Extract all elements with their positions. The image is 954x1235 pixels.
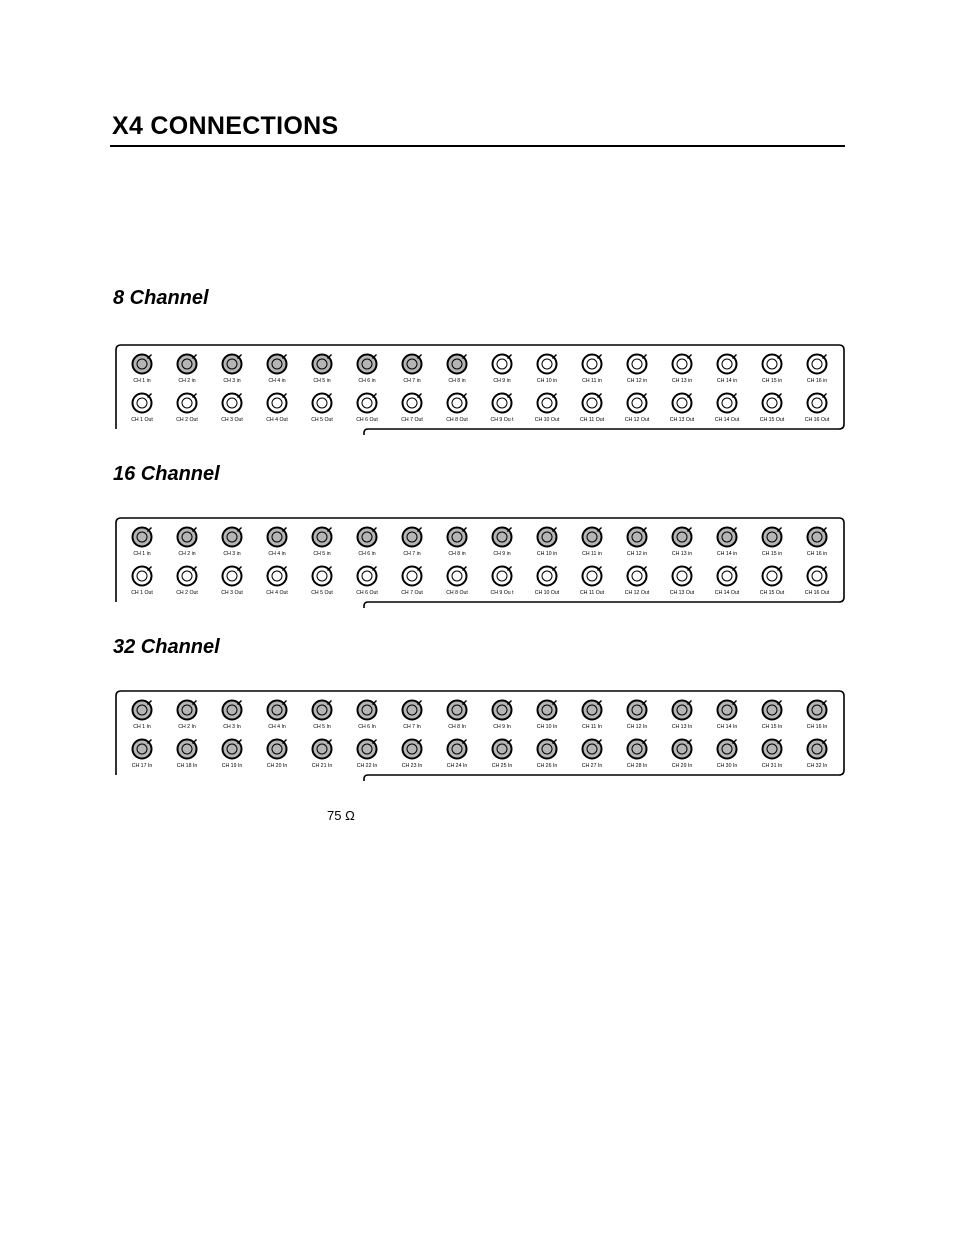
bnc-connector-icon — [761, 565, 783, 587]
connector-label: CH 16 in — [806, 551, 828, 557]
connector-label: CH 25 In — [491, 763, 513, 769]
bnc-connector-icon — [221, 699, 243, 721]
connector-label: CH 16 Out — [804, 590, 830, 596]
bnc-connector-icon — [131, 699, 153, 721]
bnc-connector-icon — [176, 738, 198, 760]
connector-label: CH 16 in — [806, 378, 828, 384]
connector-label: CH 32 In — [806, 763, 828, 769]
bnc-connector-icon — [131, 353, 153, 375]
connector-label: CH 11 in — [582, 378, 602, 384]
connector-label: CH 30 In — [716, 763, 738, 769]
connector-label: CH 28 In — [626, 763, 648, 769]
connector-label: CH 15 in — [761, 551, 783, 557]
connector-label: CH 12 In — [626, 724, 648, 730]
bnc-connector-icon — [401, 565, 423, 587]
bnc-connector-icon — [536, 392, 558, 414]
connector-label: CH 3 Out — [221, 590, 243, 596]
bnc-connector-icon — [716, 526, 738, 548]
bnc-connector-icon — [311, 565, 333, 587]
bnc-connector-icon — [446, 738, 468, 760]
bnc-connector-icon — [176, 565, 198, 587]
connector-label: CH 8 Out — [446, 417, 468, 423]
connector-label: CH 6 Out — [356, 590, 378, 596]
bnc-connector-icon — [536, 738, 558, 760]
bnc-connector-icon — [671, 565, 693, 587]
bnc-connector-icon — [581, 526, 603, 548]
connector-label: CH 6 Out — [356, 417, 378, 423]
connector-label: CH 2 Out — [176, 417, 198, 423]
connector-label: CH 18 In — [176, 763, 198, 769]
bnc-connector-icon — [311, 526, 333, 548]
heading-32-channel: 32 Channel — [113, 636, 220, 658]
connector-label: CH 3 Out — [221, 417, 243, 423]
bnc-connector-icon — [446, 699, 468, 721]
connector-label: CH 1 Out — [131, 417, 153, 423]
bnc-connector-icon — [401, 526, 423, 548]
connector-label: CH 11 Out — [579, 590, 605, 596]
panel-8-channel — [115, 344, 843, 430]
connector-label: CH 15 in — [761, 378, 783, 384]
connector-label: CH 8 in — [448, 551, 466, 557]
bnc-connector-icon — [311, 699, 333, 721]
bnc-connector-icon — [176, 353, 198, 375]
heading-8-channel: 8 Channel — [113, 287, 209, 309]
connector-label: CH 1 Out — [131, 590, 153, 596]
bnc-connector-icon — [581, 565, 603, 587]
bnc-connector-icon — [221, 353, 243, 375]
connector-label: CH 2 in — [178, 378, 196, 384]
connector-label: CH 2 Out — [176, 590, 198, 596]
connector-label: CH 4 in — [268, 378, 286, 384]
connector-label: CH 5 in — [313, 551, 331, 557]
connector-label: CH 29 In — [671, 763, 693, 769]
bnc-connector-icon — [806, 353, 828, 375]
bnc-connector-icon — [176, 526, 198, 548]
connector-label: CH 23 In — [401, 763, 423, 769]
connector-label: CH 10 Out — [534, 417, 560, 423]
bnc-connector-icon — [626, 353, 648, 375]
panel-16-channel — [115, 517, 843, 603]
bnc-connector-icon — [626, 738, 648, 760]
connector-label: CH 3 In — [223, 724, 241, 730]
bnc-connector-icon — [356, 738, 378, 760]
title-rule — [110, 145, 845, 147]
bnc-connector-icon — [266, 565, 288, 587]
connector-label: CH 12 in — [626, 551, 648, 557]
connector-label: CH 3 in — [223, 378, 241, 384]
connector-label: CH 11 in — [582, 551, 602, 557]
bnc-connector-icon — [806, 565, 828, 587]
bnc-connector-icon — [806, 738, 828, 760]
connector-label: CH 9 in — [493, 378, 511, 384]
bnc-connector-icon — [356, 392, 378, 414]
connector-label: CH 1 in — [133, 551, 151, 557]
connector-label: CH 13 Out — [669, 417, 695, 423]
bnc-connector-icon — [536, 565, 558, 587]
connector-label: CH 1 In — [133, 724, 151, 730]
connector-label: CH 13 in — [671, 551, 693, 557]
bnc-connector-icon — [131, 565, 153, 587]
connector-label: CH 13 In — [671, 724, 693, 730]
connector-label: CH 9 In — [493, 724, 511, 730]
connector-label: CH 10 in — [536, 378, 558, 384]
bnc-connector-icon — [671, 526, 693, 548]
bnc-connector-icon — [176, 699, 198, 721]
bnc-connector-icon — [671, 738, 693, 760]
bnc-connector-icon — [536, 699, 558, 721]
bnc-connector-icon — [491, 565, 513, 587]
connector-label: CH 20 In — [266, 763, 288, 769]
bnc-connector-icon — [716, 392, 738, 414]
bnc-connector-icon — [401, 392, 423, 414]
connector-label: CH 13 Out — [669, 590, 695, 596]
connector-label: CH 10 In — [536, 724, 558, 730]
connector-label: CH 6 in — [358, 378, 376, 384]
bnc-connector-icon — [626, 699, 648, 721]
connector-label: CH 8 in — [448, 378, 466, 384]
bnc-connector-icon — [491, 699, 513, 721]
connector-label: CH 5 Out — [311, 417, 333, 423]
connector-label: CH 8 Out — [446, 590, 468, 596]
impedance-note: 75 Ω — [327, 808, 355, 823]
bnc-connector-icon — [356, 565, 378, 587]
connector-label: CH 24 In — [446, 763, 468, 769]
bnc-connector-icon — [356, 353, 378, 375]
connector-label: CH 2 in — [178, 551, 196, 557]
connector-label: CH 5 In — [313, 724, 331, 730]
connector-label: CH 7 Out — [401, 590, 423, 596]
page-title: X4 CONNECTIONS — [112, 112, 339, 140]
connector-label: CH 4 In — [268, 724, 286, 730]
connector-label: CH 2 In — [178, 724, 196, 730]
bnc-connector-icon — [671, 353, 693, 375]
bnc-connector-icon — [671, 699, 693, 721]
connector-label: CH 16 In — [806, 724, 828, 730]
bnc-connector-icon — [716, 738, 738, 760]
connector-label: CH 7 in — [403, 551, 421, 557]
connector-label: CH 9 in — [493, 551, 511, 557]
connector-label: CH 3 in — [223, 551, 241, 557]
connector-label: CH 14 In — [716, 724, 738, 730]
connector-label: CH 5 in — [313, 378, 331, 384]
bnc-connector-icon — [311, 392, 333, 414]
bnc-connector-icon — [806, 699, 828, 721]
connector-label: CH 9 Ou t — [490, 417, 514, 423]
connector-label: CH 13 in — [671, 378, 693, 384]
bnc-connector-icon — [491, 353, 513, 375]
bnc-connector-icon — [761, 738, 783, 760]
connector-label: CH 11 Out — [579, 417, 605, 423]
connector-label: CH 15 Out — [759, 417, 785, 423]
bnc-connector-icon — [131, 738, 153, 760]
bnc-connector-icon — [311, 738, 333, 760]
bnc-connector-icon — [491, 392, 513, 414]
connector-label: CH 10 Out — [534, 590, 560, 596]
connector-label: CH 10 in — [536, 551, 558, 557]
bnc-connector-icon — [266, 699, 288, 721]
connector-label: CH 26 In — [536, 763, 558, 769]
bnc-connector-icon — [581, 738, 603, 760]
bnc-connector-icon — [266, 392, 288, 414]
bnc-connector-icon — [581, 392, 603, 414]
bnc-connector-icon — [221, 526, 243, 548]
connector-label: CH 17 In — [131, 763, 153, 769]
bnc-connector-icon — [536, 353, 558, 375]
bnc-connector-icon — [716, 353, 738, 375]
bnc-connector-icon — [176, 392, 198, 414]
connector-label: CH 27 In — [581, 763, 603, 769]
bnc-connector-icon — [716, 565, 738, 587]
bnc-connector-icon — [131, 392, 153, 414]
panel-32-channel — [115, 690, 843, 776]
bnc-connector-icon — [536, 526, 558, 548]
bnc-connector-icon — [401, 353, 423, 375]
bnc-connector-icon — [266, 738, 288, 760]
connector-label: CH 19 In — [221, 763, 243, 769]
connector-label: CH 22 In — [356, 763, 378, 769]
bnc-connector-icon — [761, 526, 783, 548]
bnc-connector-icon — [581, 353, 603, 375]
bnc-connector-icon — [626, 392, 648, 414]
connector-label: CH 14 Out — [714, 590, 740, 596]
bnc-connector-icon — [221, 738, 243, 760]
connector-label: CH 7 in — [403, 378, 421, 384]
connector-label: CH 15 In — [761, 724, 783, 730]
bnc-connector-icon — [761, 392, 783, 414]
connector-label: CH 15 Out — [759, 590, 785, 596]
connector-label: CH 16 Out — [804, 417, 830, 423]
connector-label: CH 4 in — [268, 551, 286, 557]
connector-label: CH 5 Out — [311, 590, 333, 596]
bnc-connector-icon — [446, 565, 468, 587]
heading-16-channel: 16 Channel — [113, 463, 220, 485]
bnc-connector-icon — [491, 738, 513, 760]
connector-label: CH 14 in — [716, 378, 738, 384]
connector-label: CH 14 Out — [714, 417, 740, 423]
connector-label: CH 7 In — [403, 724, 421, 730]
bnc-connector-icon — [761, 699, 783, 721]
connector-label: CH 1 in — [133, 378, 151, 384]
connector-label: CH 14 in — [716, 551, 738, 557]
connector-label: CH 12 Out — [624, 417, 650, 423]
bnc-connector-icon — [401, 738, 423, 760]
bnc-connector-icon — [446, 526, 468, 548]
bnc-connector-icon — [491, 526, 513, 548]
bnc-connector-icon — [626, 565, 648, 587]
bnc-connector-icon — [446, 392, 468, 414]
bnc-connector-icon — [221, 392, 243, 414]
connector-label: CH 7 Out — [401, 417, 423, 423]
bnc-connector-icon — [356, 526, 378, 548]
bnc-connector-icon — [446, 353, 468, 375]
bnc-connector-icon — [761, 353, 783, 375]
bnc-connector-icon — [266, 353, 288, 375]
connector-label: CH 4 Out — [266, 417, 288, 423]
connector-label: CH 6 In — [358, 724, 376, 730]
bnc-connector-icon — [626, 526, 648, 548]
connector-label: CH 31 In — [761, 763, 783, 769]
bnc-connector-icon — [671, 392, 693, 414]
bnc-connector-icon — [806, 392, 828, 414]
connector-label: CH 21 In — [311, 763, 333, 769]
bnc-connector-icon — [356, 699, 378, 721]
connector-label: CH 11 In — [581, 724, 603, 730]
connector-label: CH 12 in — [626, 378, 648, 384]
bnc-connector-icon — [131, 526, 153, 548]
connector-label: CH 9 Ou t — [490, 590, 514, 596]
bnc-connector-icon — [401, 699, 423, 721]
bnc-connector-icon — [221, 565, 243, 587]
connector-label: CH 12 Out — [624, 590, 650, 596]
bnc-connector-icon — [266, 526, 288, 548]
bnc-connector-icon — [716, 699, 738, 721]
bnc-connector-icon — [581, 699, 603, 721]
bnc-connector-icon — [311, 353, 333, 375]
connector-label: CH 6 in — [358, 551, 376, 557]
connector-label: CH 8 In — [448, 724, 466, 730]
bnc-connector-icon — [806, 526, 828, 548]
connector-label: CH 4 Out — [266, 590, 288, 596]
